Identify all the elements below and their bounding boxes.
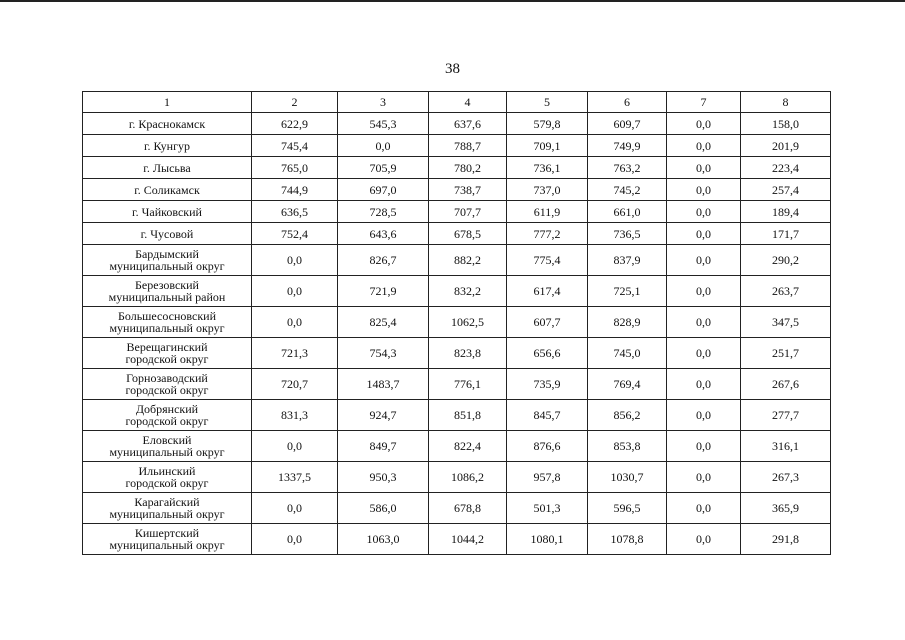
value-cell: 158,0 bbox=[741, 113, 831, 135]
value-cell: 291,8 bbox=[741, 524, 831, 555]
territory-name-cell bbox=[83, 157, 252, 179]
value-cell: 0,0 bbox=[667, 462, 741, 493]
table-body bbox=[83, 92, 831, 555]
value-cell: 788,7 bbox=[429, 135, 507, 157]
territory-name-line: Верещагинский bbox=[126, 340, 208, 354]
value-cell: 0,0 bbox=[667, 223, 741, 245]
value-cell: 0,0 bbox=[667, 135, 741, 157]
value-cell: 763,2 bbox=[588, 157, 667, 179]
value-cell: 643,6 bbox=[338, 223, 429, 245]
value-cell: 1044,2 bbox=[429, 524, 507, 555]
table-row bbox=[83, 245, 831, 276]
value-cell: 365,9 bbox=[741, 493, 831, 524]
scan-top-edge bbox=[0, 0, 905, 2]
value-cell: 709,1 bbox=[507, 135, 588, 157]
table-row bbox=[83, 113, 831, 135]
value-cell: 0,0 bbox=[667, 179, 741, 201]
territory-name-line: муниципальный округ bbox=[109, 445, 225, 459]
value-cell: 579,8 bbox=[507, 113, 588, 135]
value-cell: 251,7 bbox=[741, 338, 831, 369]
value-cell: 501,3 bbox=[507, 493, 588, 524]
value-cell: 1030,7 bbox=[588, 462, 667, 493]
table-row bbox=[83, 431, 831, 462]
value-cell: 0,0 bbox=[667, 400, 741, 431]
value-cell: 678,5 bbox=[429, 223, 507, 245]
value-cell: 1086,2 bbox=[429, 462, 507, 493]
value-cell: 0,0 bbox=[252, 276, 338, 307]
value-cell: 201,9 bbox=[741, 135, 831, 157]
value-cell: 822,4 bbox=[429, 431, 507, 462]
territory-name-line: г. Кунгур bbox=[143, 138, 190, 153]
value-cell: 775,4 bbox=[507, 245, 588, 276]
value-cell: 780,2 bbox=[429, 157, 507, 179]
value-cell: 0,0 bbox=[252, 431, 338, 462]
table-row bbox=[83, 223, 831, 245]
value-cell: 720,7 bbox=[252, 369, 338, 400]
value-cell: 745,4 bbox=[252, 135, 338, 157]
territory-name-line: Еловский bbox=[142, 433, 192, 447]
value-cell: 721,9 bbox=[338, 276, 429, 307]
value-cell: 257,4 bbox=[741, 179, 831, 201]
territory-name-line: муниципальный округ bbox=[109, 321, 225, 335]
value-cell: 776,1 bbox=[429, 369, 507, 400]
value-cell: 957,8 bbox=[507, 462, 588, 493]
territory-name-line: Карагайский bbox=[134, 495, 200, 509]
value-cell: 0,0 bbox=[667, 524, 741, 555]
value-cell: 697,0 bbox=[338, 179, 429, 201]
territory-name-cell bbox=[83, 135, 252, 157]
value-cell: 754,3 bbox=[338, 338, 429, 369]
value-cell: 828,9 bbox=[588, 307, 667, 338]
value-cell: 769,4 bbox=[588, 369, 667, 400]
value-cell: 777,2 bbox=[507, 223, 588, 245]
value-cell: 0,0 bbox=[667, 369, 741, 400]
value-cell: 0,0 bbox=[667, 245, 741, 276]
value-cell: 611,9 bbox=[507, 201, 588, 223]
column-header: 3 bbox=[338, 92, 429, 113]
table-row bbox=[83, 179, 831, 201]
territory-name-cell bbox=[83, 493, 252, 524]
value-cell: 637,6 bbox=[429, 113, 507, 135]
value-cell: 545,3 bbox=[338, 113, 429, 135]
value-cell: 0,0 bbox=[667, 157, 741, 179]
value-cell: 267,3 bbox=[741, 462, 831, 493]
territory-name-line: Березовский bbox=[135, 278, 199, 292]
territory-name-line: муниципальный округ bbox=[109, 507, 225, 521]
column-header: 5 bbox=[507, 92, 588, 113]
value-cell: 661,0 bbox=[588, 201, 667, 223]
territory-name-cell bbox=[83, 276, 252, 307]
value-cell: 347,5 bbox=[741, 307, 831, 338]
value-cell: 586,0 bbox=[338, 493, 429, 524]
territory-name-line: г. Чайковский bbox=[132, 204, 202, 219]
column-header: 1 bbox=[83, 92, 252, 113]
value-cell: 0,0 bbox=[667, 307, 741, 338]
page-number: 38 bbox=[445, 61, 460, 77]
value-cell: 851,8 bbox=[429, 400, 507, 431]
value-cell: 277,7 bbox=[741, 400, 831, 431]
territory-name-line: муниципальный округ bbox=[109, 538, 225, 552]
value-cell: 0,0 bbox=[338, 135, 429, 157]
value-cell: 0,0 bbox=[667, 113, 741, 135]
territory-name-cell bbox=[83, 524, 252, 555]
value-cell: 0,0 bbox=[667, 276, 741, 307]
territory-name-line: Ильинский bbox=[138, 464, 196, 478]
value-cell: 607,7 bbox=[507, 307, 588, 338]
value-cell: 832,2 bbox=[429, 276, 507, 307]
column-header: 2 bbox=[252, 92, 338, 113]
value-cell: 171,7 bbox=[741, 223, 831, 245]
table-row bbox=[83, 462, 831, 493]
territory-name-cell bbox=[83, 338, 252, 369]
value-cell: 707,7 bbox=[429, 201, 507, 223]
territory-name-line: городской округ bbox=[125, 352, 209, 366]
value-cell: 856,2 bbox=[588, 400, 667, 431]
table-row bbox=[83, 201, 831, 223]
value-cell: 728,5 bbox=[338, 201, 429, 223]
value-cell: 0,0 bbox=[667, 201, 741, 223]
value-cell: 0,0 bbox=[252, 524, 338, 555]
value-cell: 831,3 bbox=[252, 400, 338, 431]
value-cell: 738,7 bbox=[429, 179, 507, 201]
value-cell: 617,4 bbox=[507, 276, 588, 307]
value-cell: 882,2 bbox=[429, 245, 507, 276]
value-cell: 837,9 bbox=[588, 245, 667, 276]
column-header: 6 bbox=[588, 92, 667, 113]
value-cell: 678,8 bbox=[429, 493, 507, 524]
value-cell: 596,5 bbox=[588, 493, 667, 524]
value-cell: 849,7 bbox=[338, 431, 429, 462]
territory-name-line: г. Краснокамск bbox=[128, 116, 206, 131]
value-cell: 744,9 bbox=[252, 179, 338, 201]
territory-name-line: г. Соликамск bbox=[134, 182, 200, 197]
column-header: 7 bbox=[667, 92, 741, 113]
value-cell: 745,2 bbox=[588, 179, 667, 201]
value-cell: 745,0 bbox=[588, 338, 667, 369]
value-cell: 223,4 bbox=[741, 157, 831, 179]
value-cell: 725,1 bbox=[588, 276, 667, 307]
value-cell: 636,5 bbox=[252, 201, 338, 223]
value-cell: 736,5 bbox=[588, 223, 667, 245]
value-cell: 316,1 bbox=[741, 431, 831, 462]
value-cell: 950,3 bbox=[338, 462, 429, 493]
value-cell: 749,9 bbox=[588, 135, 667, 157]
territory-name-cell bbox=[83, 369, 252, 400]
value-cell: 267,6 bbox=[741, 369, 831, 400]
column-header: 4 bbox=[429, 92, 507, 113]
value-cell: 736,1 bbox=[507, 157, 588, 179]
value-cell: 622,9 bbox=[252, 113, 338, 135]
value-cell: 0,0 bbox=[667, 338, 741, 369]
value-cell: 853,8 bbox=[588, 431, 667, 462]
table-row bbox=[83, 400, 831, 431]
territory-name-cell bbox=[83, 462, 252, 493]
value-cell: 1483,7 bbox=[338, 369, 429, 400]
territory-name-line: муниципальный округ bbox=[109, 259, 225, 273]
column-header: 8 bbox=[741, 92, 831, 113]
value-cell: 1063,0 bbox=[338, 524, 429, 555]
value-cell: 609,7 bbox=[588, 113, 667, 135]
table-row bbox=[83, 493, 831, 524]
territory-name-cell bbox=[83, 400, 252, 431]
value-cell: 290,2 bbox=[741, 245, 831, 276]
territory-name-cell bbox=[83, 307, 252, 338]
value-cell: 0,0 bbox=[252, 493, 338, 524]
territory-name-line: Горнозаводский bbox=[126, 371, 208, 385]
territory-name-cell bbox=[83, 223, 252, 245]
territory-name-line: Бардымский bbox=[135, 247, 199, 261]
territory-name-cell bbox=[83, 179, 252, 201]
value-cell: 876,6 bbox=[507, 431, 588, 462]
value-cell: 705,9 bbox=[338, 157, 429, 179]
value-cell: 721,3 bbox=[252, 338, 338, 369]
value-cell: 0,0 bbox=[252, 307, 338, 338]
value-cell: 825,4 bbox=[338, 307, 429, 338]
territory-name-line: муниципальный район bbox=[108, 290, 226, 304]
territory-name-line: Большесосновский bbox=[117, 309, 217, 323]
table-row bbox=[83, 157, 831, 179]
territory-name-line: г. Лысьва bbox=[143, 160, 191, 175]
value-cell: 845,7 bbox=[507, 400, 588, 431]
value-cell: 0,0 bbox=[252, 245, 338, 276]
header-row bbox=[83, 92, 831, 113]
value-cell: 1337,5 bbox=[252, 462, 338, 493]
territory-name-cell bbox=[83, 201, 252, 223]
value-cell: 189,4 bbox=[741, 201, 831, 223]
data-table bbox=[82, 91, 831, 555]
territory-name-line: Кишертский bbox=[134, 526, 200, 540]
territory-name-cell bbox=[83, 245, 252, 276]
territory-name-cell bbox=[83, 113, 252, 135]
value-cell: 737,0 bbox=[507, 179, 588, 201]
territory-name-line: г. Чусовой bbox=[140, 226, 194, 241]
table-row bbox=[83, 369, 831, 400]
value-cell: 656,6 bbox=[507, 338, 588, 369]
table-row bbox=[83, 307, 831, 338]
territory-name-line: городской округ bbox=[125, 414, 209, 428]
value-cell: 1078,8 bbox=[588, 524, 667, 555]
value-cell: 823,8 bbox=[429, 338, 507, 369]
territory-name-line: городской округ bbox=[125, 383, 209, 397]
value-cell: 752,4 bbox=[252, 223, 338, 245]
value-cell: 1062,5 bbox=[429, 307, 507, 338]
value-cell: 1080,1 bbox=[507, 524, 588, 555]
table-row bbox=[83, 276, 831, 307]
table-row bbox=[83, 338, 831, 369]
territory-name-cell bbox=[83, 431, 252, 462]
value-cell: 826,7 bbox=[338, 245, 429, 276]
value-cell: 765,0 bbox=[252, 157, 338, 179]
value-cell: 924,7 bbox=[338, 400, 429, 431]
value-cell: 0,0 bbox=[667, 431, 741, 462]
table-row bbox=[83, 524, 831, 555]
value-cell: 263,7 bbox=[741, 276, 831, 307]
territory-name-line: Добрянский bbox=[135, 402, 199, 416]
value-cell: 0,0 bbox=[667, 493, 741, 524]
table-row bbox=[83, 135, 831, 157]
territory-name-line: городской округ bbox=[125, 476, 209, 490]
value-cell: 735,9 bbox=[507, 369, 588, 400]
